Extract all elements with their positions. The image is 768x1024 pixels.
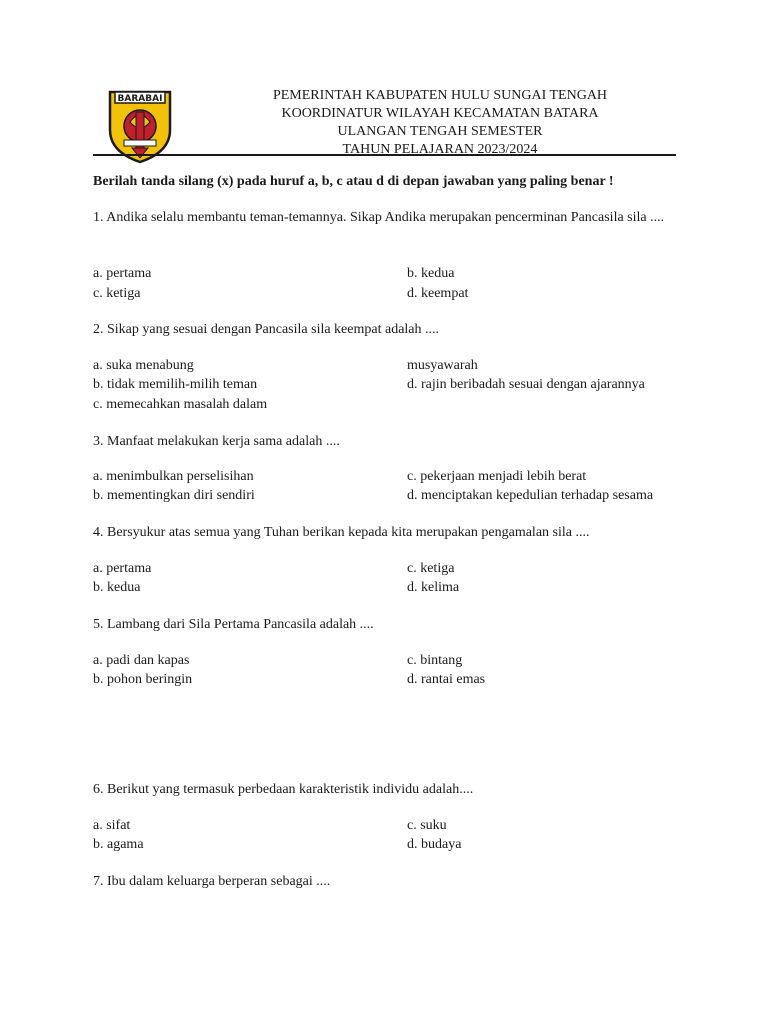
question-1-option: c. ketiga [93, 286, 141, 301]
question-5: 5. Lambang dari Sila Pertama Pancasila adalah .... [93, 617, 374, 632]
question-1-option: b. kedua [407, 266, 455, 281]
question-4-option: b. kedua [93, 580, 141, 595]
question-2: 2. Sikap yang sesuai dengan Pancasila sila keempat adalah .... [93, 322, 440, 337]
header-line-4: TAHUN PELAJARAN 2023/2024 [342, 142, 538, 157]
question-2-option: b. tidak memilih-milih teman [93, 377, 258, 392]
question-1: 1. Andika selalu membantu teman-temannya. Sikap Andika merupakan pencerminan Pancasila sila .... [93, 210, 665, 225]
question-2-option: a. suka menabung [93, 358, 194, 373]
question-6-option: d. budaya [407, 837, 462, 852]
question-4: 4. Bersyukur atas semua yang Tuhan berikan kepada kita merupakan pengamalan sila .... [93, 525, 590, 540]
question-4-option: d. kelima [407, 580, 460, 595]
question-6-option: c. suku [407, 818, 447, 833]
question-4-option: c. ketiga [407, 561, 455, 576]
document-header [200, 87, 680, 159]
question-6-option: b. agama [93, 837, 144, 852]
question-5-option: c. bintang [407, 653, 463, 668]
header-line-3: ULANGAN TENGAH SEMESTER [337, 124, 543, 139]
question-5-option: a. padi dan kapas [93, 653, 190, 668]
question-3-option: a. menimbulkan perselisihan [93, 469, 254, 484]
question-5-option: b. pohon beringin [93, 672, 193, 687]
question-1-option: a. pertama [93, 266, 152, 281]
header-divider [93, 154, 676, 156]
question-6-option: a. sifat [93, 818, 131, 833]
question-3-option: d. menciptakan kepedulian terhadap sesama [407, 488, 654, 503]
instruction-text: Berilah tanda silang (x) pada huruf a, b, c atau d di depan jawaban yang paling benar ! [93, 174, 614, 189]
question-2-option: d. rajin beribadah sesuai dengan ajarannya [407, 377, 645, 392]
question-1-option: d. keempat [407, 286, 469, 301]
question-3-option: b. mementingkan diri sendiri [93, 488, 255, 503]
svg-text:BARABAI: BARABAI [117, 94, 163, 104]
question-2-option: c. memecahkan masalah dalam [93, 397, 268, 412]
question-2-option: musyawarah [407, 358, 478, 373]
question-6: 6. Berikut yang termasuk perbedaan karakteristik individu adalah.... [93, 782, 474, 797]
question-5-option: d. rantai emas [407, 672, 486, 687]
question-4-option: a. pertama [93, 561, 152, 576]
question-3-option: c. pekerjaan menjadi lebih berat [407, 469, 587, 484]
question-7: 7. Ibu dalam keluarga berperan sebagai .... [93, 874, 331, 889]
header-line-2: KOORDINATUR WILAYAH KECAMATAN BATARA [281, 106, 599, 121]
question-3: 3. Manfaat melakukan kerja sama adalah .... [93, 434, 340, 449]
barabai-emblem-logo [106, 86, 174, 164]
header-line-1: PEMERINTAH KABUPATEN HULU SUNGAI TENGAH [272, 88, 608, 103]
